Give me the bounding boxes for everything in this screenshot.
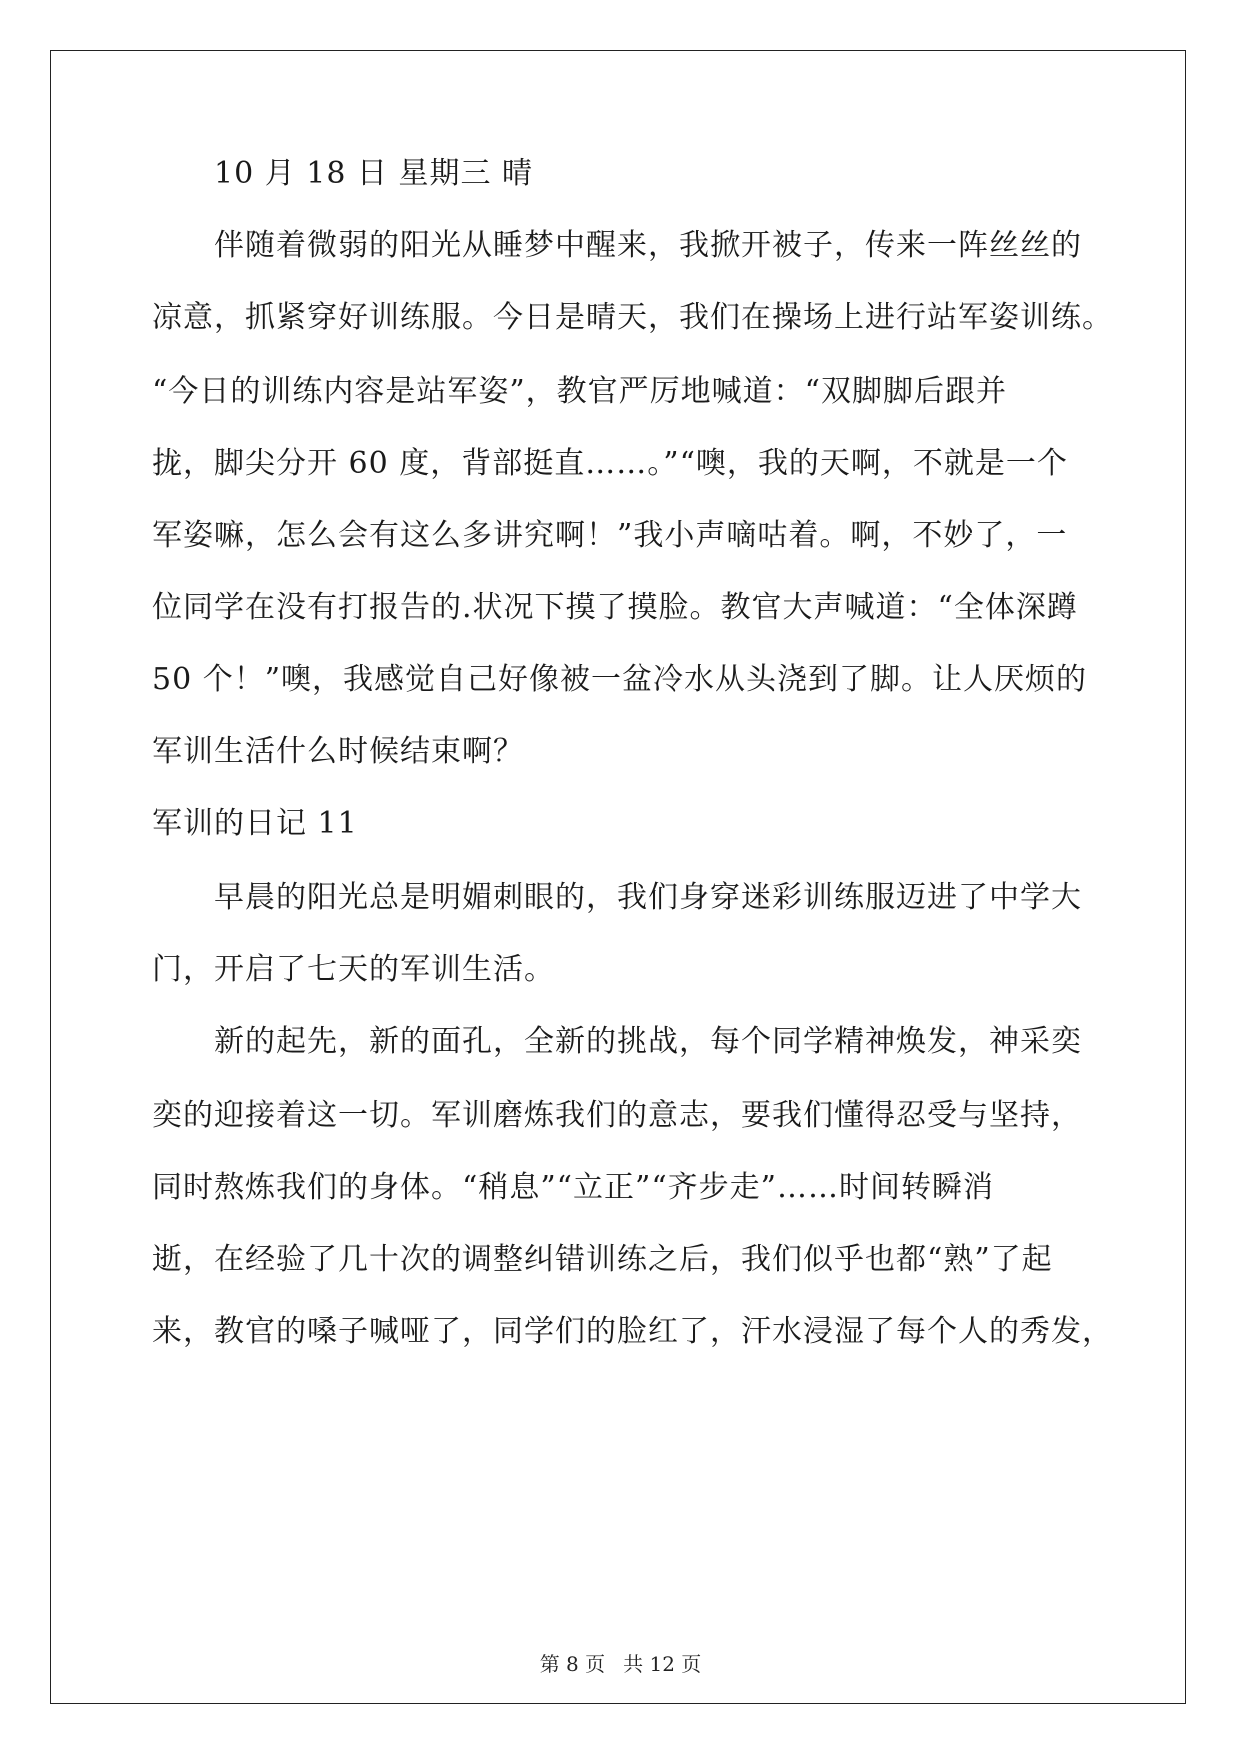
paragraph-line: 新的起先，新的面孔，全新的挑战，每个同学精神焕发，神采奕 xyxy=(214,1024,1082,1059)
section-heading: 军训的日记 11 xyxy=(152,806,358,841)
page-number: 第 8 页 xyxy=(539,1652,606,1676)
page-footer xyxy=(0,1650,1241,1678)
paragraph-line: 军训生活什么时候结束啊？ xyxy=(152,734,524,769)
paragraph-line: 逝，在经验了几十次的调整纠错训练之后，我们似乎也都“熟”了起 xyxy=(152,1242,1053,1277)
paragraph-line: 奕的迎接着这一切。军训磨炼我们的意志，要我们懂得忍受与坚持， xyxy=(152,1098,1082,1133)
paragraph-line: 同时熬炼我们的身体。“稍息”“立正”“齐步走”……时间转瞬消 xyxy=(152,1170,995,1205)
paragraph-line: 位同学在没有打报告的.状况下摸了摸脸。教官大声喊道：“全体深蹲 xyxy=(152,590,1078,625)
paragraph-line: 门，开启了七天的军训生活。 xyxy=(152,952,555,987)
paragraph-line: 拢，脚尖分开 60 度，背部挺直……。”“噢，我的天啊，不就是一个 xyxy=(152,446,1068,481)
paragraph-line: 来，教官的嗓子喊哑了，同学们的脸红了，汗水浸湿了每个人的秀发， xyxy=(152,1314,1113,1349)
paragraph-line: 凉意，抓紧穿好训练服。今日是晴天，我们在操场上进行站军姿训练。 xyxy=(152,300,1113,335)
paragraph-line: 早晨的阳光总是明媚刺眼的，我们身穿迷彩训练服迈进了中学大 xyxy=(214,880,1082,915)
paragraph-line: 50 个！”噢，我感觉自己好像被一盆冷水从头浇到了脚。让人厌烦的 xyxy=(152,662,1088,697)
paragraph-line: 军姿嘛，怎么会有这么多讲究啊！”我小声嘀咕着。啊，不妙了，一 xyxy=(152,518,1068,553)
page-total: 共 12 页 xyxy=(623,1652,702,1676)
diary-date-line: 10 月 18 日 星期三 晴 xyxy=(214,156,534,191)
paragraph-line: “今日的训练内容是站军姿”，教官严厉地喊道：“双脚脚后跟并 xyxy=(152,374,1008,409)
paragraph-line: 伴随着微弱的阳光从睡梦中醒来，我掀开被子，传来一阵丝丝的 xyxy=(214,228,1082,263)
